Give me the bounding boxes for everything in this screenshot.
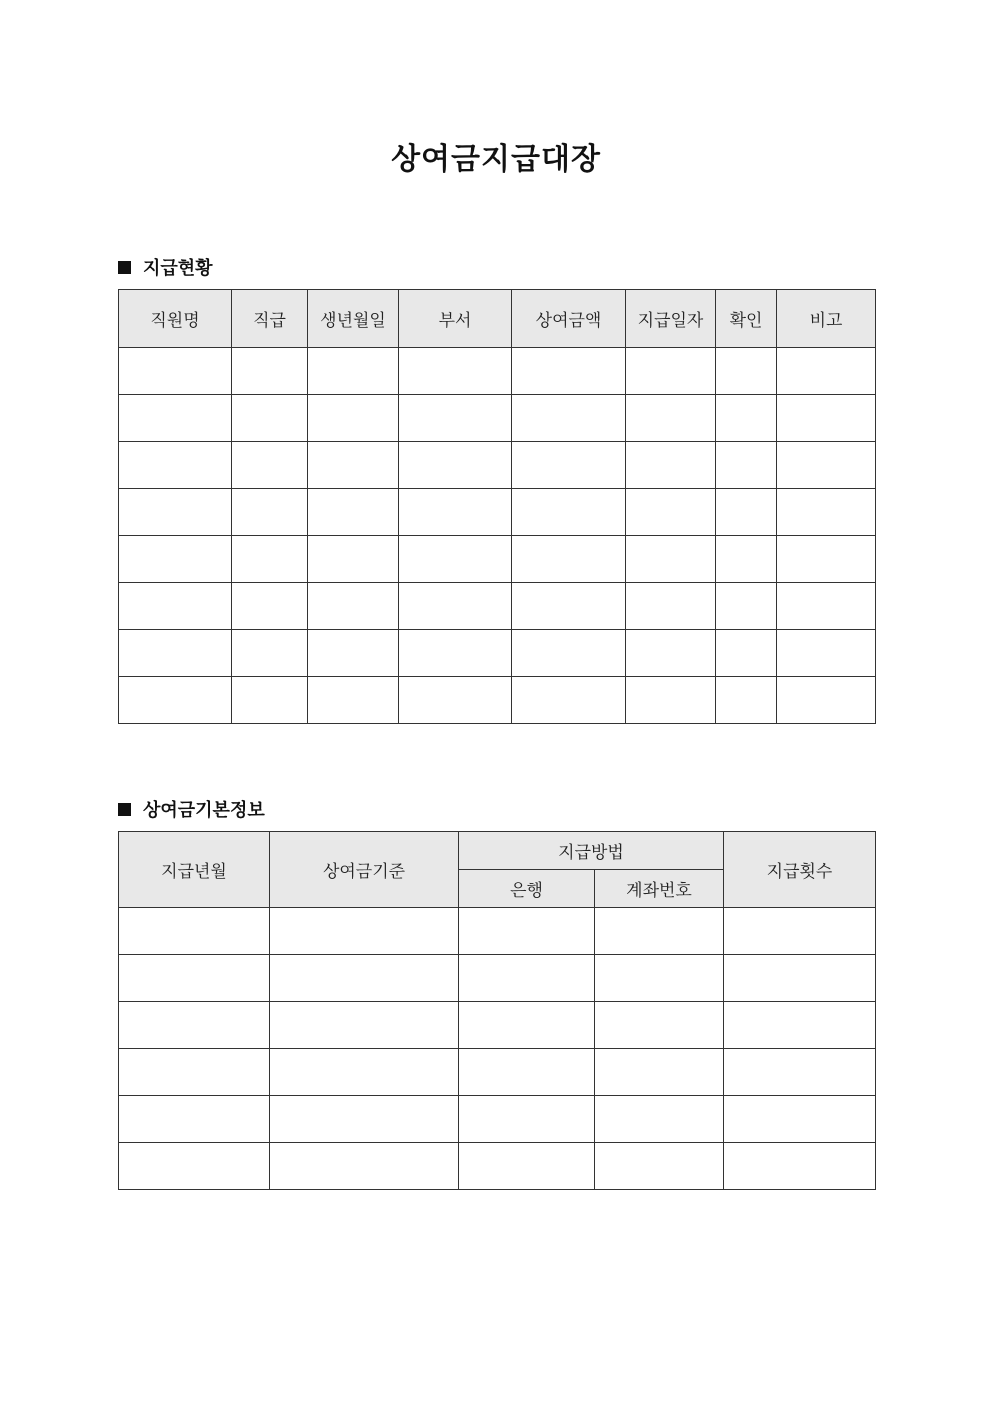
table-cell[interactable] <box>724 1143 876 1190</box>
table-cell[interactable] <box>595 1002 724 1049</box>
header-position: 직급 <box>232 290 308 348</box>
table-header-row <box>119 290 876 348</box>
table-row <box>119 583 876 630</box>
table-row <box>119 395 876 442</box>
table-row <box>119 1096 876 1143</box>
table-row <box>119 536 876 583</box>
table-cell[interactable] <box>724 1096 876 1143</box>
table-cell[interactable] <box>270 1049 459 1096</box>
table-cell[interactable] <box>512 536 626 583</box>
table-cell[interactable] <box>399 536 512 583</box>
table-cell[interactable] <box>626 348 716 395</box>
table-row <box>119 1002 876 1049</box>
header-bonus-amount: 상여금액 <box>512 290 626 348</box>
table-cell[interactable] <box>232 442 308 489</box>
table-cell[interactable] <box>724 908 876 955</box>
table-cell[interactable] <box>626 536 716 583</box>
section-heading-label: 상여금기본정보 <box>143 800 265 821</box>
table-row <box>119 630 876 677</box>
table-cell[interactable] <box>270 908 459 955</box>
table-cell[interactable] <box>399 442 512 489</box>
table-cell[interactable] <box>777 536 876 583</box>
section-heading-label: 지급현황 <box>143 258 213 279</box>
table-cell[interactable] <box>232 583 308 630</box>
table-cell[interactable] <box>308 583 399 630</box>
table-cell[interactable] <box>595 1096 724 1143</box>
table-row <box>119 1143 876 1190</box>
table-cell[interactable] <box>119 908 270 955</box>
table-cell[interactable] <box>119 442 232 489</box>
header-payment-year-month: 지급년월 <box>119 832 270 908</box>
table-cell[interactable] <box>716 677 777 724</box>
table-cell[interactable] <box>716 630 777 677</box>
table-cell[interactable] <box>777 442 876 489</box>
table-cell[interactable] <box>119 1143 270 1190</box>
table-cell[interactable] <box>512 442 626 489</box>
table-cell[interactable] <box>512 583 626 630</box>
header-payment-method: 지급방법 <box>459 832 724 870</box>
table-row <box>119 489 876 536</box>
table-cell[interactable] <box>777 348 876 395</box>
table-cell[interactable] <box>716 583 777 630</box>
table-cell[interactable] <box>119 536 232 583</box>
table-cell[interactable] <box>459 955 595 1002</box>
table-cell[interactable] <box>716 489 777 536</box>
table-cell[interactable] <box>595 1049 724 1096</box>
table-cell[interactable] <box>399 583 512 630</box>
table-cell[interactable] <box>399 489 512 536</box>
table-row <box>119 1049 876 1096</box>
table-cell[interactable] <box>119 677 232 724</box>
table-cell[interactable] <box>399 630 512 677</box>
table-cell[interactable] <box>270 955 459 1002</box>
table-cell[interactable] <box>232 630 308 677</box>
table-cell[interactable] <box>232 536 308 583</box>
table-cell[interactable] <box>626 395 716 442</box>
table-cell[interactable] <box>119 395 232 442</box>
table-cell[interactable] <box>512 395 626 442</box>
table-cell[interactable] <box>399 395 512 442</box>
table-cell[interactable] <box>512 630 626 677</box>
table-cell[interactable] <box>232 348 308 395</box>
table-cell[interactable] <box>512 348 626 395</box>
table-cell[interactable] <box>308 442 399 489</box>
table-cell[interactable] <box>459 1002 595 1049</box>
table-cell[interactable] <box>459 1049 595 1096</box>
table-cell[interactable] <box>595 908 724 955</box>
table-cell[interactable] <box>459 1143 595 1190</box>
table-cell[interactable] <box>626 583 716 630</box>
table-header-row <box>119 832 876 870</box>
section-heading-payment-status <box>118 254 213 280</box>
table-cell[interactable] <box>724 1002 876 1049</box>
table-cell[interactable] <box>512 489 626 536</box>
table-cell[interactable] <box>308 536 399 583</box>
table-cell[interactable] <box>716 348 777 395</box>
section-heading-bonus-info <box>118 796 265 822</box>
table-cell[interactable] <box>724 1049 876 1096</box>
table-cell[interactable] <box>119 955 270 1002</box>
payment-status-table <box>118 289 876 724</box>
header-bank: 은행 <box>459 870 595 908</box>
table-cell[interactable] <box>399 348 512 395</box>
table-row <box>119 677 876 724</box>
header-bonus-criteria: 상여금기준 <box>270 832 459 908</box>
header-confirm: 확인 <box>716 290 777 348</box>
square-bullet-icon <box>118 803 131 816</box>
table-cell[interactable] <box>459 908 595 955</box>
table-cell[interactable] <box>232 395 308 442</box>
table-cell[interactable] <box>777 395 876 442</box>
table-cell[interactable] <box>119 1049 270 1096</box>
header-birthdate: 생년월일 <box>308 290 399 348</box>
table-cell[interactable] <box>777 677 876 724</box>
table-cell[interactable] <box>308 630 399 677</box>
table-cell[interactable] <box>777 630 876 677</box>
table-cell[interactable] <box>777 583 876 630</box>
table-cell[interactable] <box>232 489 308 536</box>
square-bullet-icon <box>118 261 131 274</box>
table-cell[interactable] <box>308 395 399 442</box>
table-cell[interactable] <box>270 1143 459 1190</box>
table-cell[interactable] <box>119 348 232 395</box>
table-cell[interactable] <box>512 677 626 724</box>
table-cell[interactable] <box>724 955 876 1002</box>
header-employee-name: 직원명 <box>119 290 232 348</box>
table-row <box>119 442 876 489</box>
table-cell[interactable] <box>716 442 777 489</box>
table-cell[interactable] <box>716 536 777 583</box>
table-cell[interactable] <box>595 1143 724 1190</box>
table-cell[interactable] <box>595 955 724 1002</box>
table-cell[interactable] <box>119 583 232 630</box>
table-cell[interactable] <box>119 630 232 677</box>
bonus-info-table <box>118 831 876 1190</box>
table-row <box>119 908 876 955</box>
table-cell[interactable] <box>399 677 512 724</box>
table-cell[interactable] <box>777 489 876 536</box>
header-department: 부서 <box>399 290 512 348</box>
table-row <box>119 348 876 395</box>
table-cell[interactable] <box>626 489 716 536</box>
header-payment-count: 지급횟수 <box>724 832 876 908</box>
table-cell[interactable] <box>270 1096 459 1143</box>
table-row <box>119 955 876 1002</box>
table-cell[interactable] <box>119 1002 270 1049</box>
table-cell[interactable] <box>716 395 777 442</box>
table-cell[interactable] <box>308 348 399 395</box>
table-cell[interactable] <box>270 1002 459 1049</box>
header-note: 비고 <box>777 290 876 348</box>
table-cell[interactable] <box>232 677 308 724</box>
header-payment-date: 지급일자 <box>626 290 716 348</box>
table-cell[interactable] <box>459 1096 595 1143</box>
table-cell[interactable] <box>626 677 716 724</box>
table-cell[interactable] <box>626 442 716 489</box>
table-cell[interactable] <box>119 1096 270 1143</box>
page-title: 상여금지급대장 <box>391 142 601 177</box>
table-cell[interactable] <box>308 677 399 724</box>
header-account-number: 계좌번호 <box>595 870 724 908</box>
table-cell[interactable] <box>626 630 716 677</box>
table-cell[interactable] <box>308 489 399 536</box>
table-cell[interactable] <box>119 489 232 536</box>
